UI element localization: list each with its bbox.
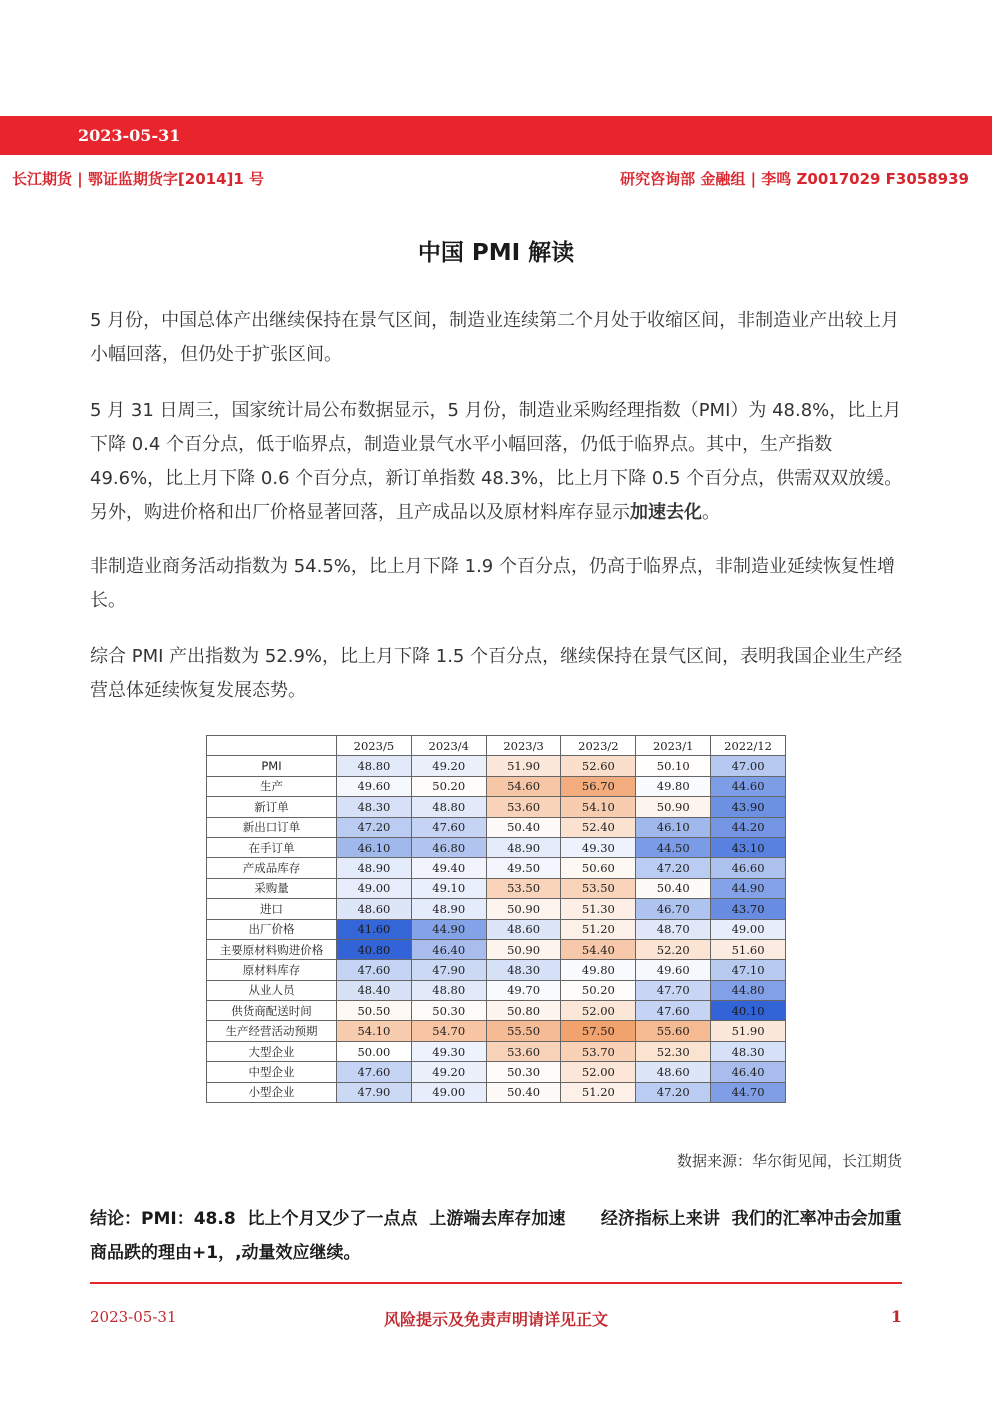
value-cell: 49.20 (411, 756, 486, 776)
value-cell: 48.80 (411, 797, 486, 817)
value-cell: 49.40 (411, 858, 486, 878)
value-cell: 50.60 (561, 858, 636, 878)
value-cell: 47.90 (337, 1082, 412, 1102)
paragraph-summary: 5 月份，中国总体产出继续保持在景气区间，制造业连续第二个月处于收缩区间，非制造业产出较上月小幅回落，但仍处于扩张区间。 (90, 310, 900, 365)
footer-divider (90, 1282, 902, 1284)
column-header: 2022/12 (711, 736, 786, 756)
value-cell: 40.80 (337, 939, 412, 959)
row-label: 新订单 (207, 797, 337, 817)
value-cell: 46.70 (636, 899, 711, 919)
value-cell: 48.60 (486, 919, 561, 939)
value-cell: 50.40 (636, 878, 711, 898)
row-label: 生产 (207, 776, 337, 796)
value-cell: 50.00 (337, 1041, 412, 1061)
value-cell: 49.70 (486, 980, 561, 1000)
value-cell: 48.70 (636, 919, 711, 939)
value-cell: 44.50 (636, 837, 711, 857)
value-cell: 53.70 (561, 1041, 636, 1061)
report-date: 2023-05-31 (78, 126, 181, 145)
value-cell: 41.60 (337, 919, 412, 939)
data-source: 数据来源：华尔街见闻，长江期货 (676, 1152, 902, 1170)
value-cell: 46.10 (337, 837, 412, 857)
value-cell: 47.20 (337, 817, 412, 837)
column-header: 2023/1 (636, 736, 711, 756)
column-header: 2023/5 (337, 736, 412, 756)
value-cell: 50.40 (486, 1082, 561, 1102)
table-row (207, 776, 786, 796)
value-cell: 51.90 (711, 1021, 786, 1041)
row-label: 新出口订单 (207, 817, 337, 837)
value-cell: 50.10 (636, 756, 711, 776)
column-header: 2023/4 (411, 736, 486, 756)
paragraph-manufacturing-end: 。 (702, 502, 720, 523)
value-cell: 48.30 (711, 1041, 786, 1061)
value-cell: 49.00 (711, 919, 786, 939)
row-label: 原材料库存 (207, 960, 337, 980)
table-row (207, 1041, 786, 1061)
table-row (207, 1082, 786, 1102)
value-cell: 46.40 (411, 939, 486, 959)
value-cell: 53.60 (486, 1041, 561, 1061)
value-cell: 50.20 (411, 776, 486, 796)
value-cell: 47.20 (636, 858, 711, 878)
value-cell: 46.60 (711, 858, 786, 878)
row-label: 在手订单 (207, 837, 337, 857)
value-cell: 54.10 (337, 1021, 412, 1041)
table-row (207, 797, 786, 817)
header-band (0, 116, 992, 155)
value-cell: 57.50 (561, 1021, 636, 1041)
table-row (207, 858, 786, 878)
row-label: 主要原材料购进价格 (207, 939, 337, 959)
table-header-row (207, 736, 786, 756)
value-cell: 49.30 (561, 837, 636, 857)
table-row (207, 1062, 786, 1082)
value-cell: 43.90 (711, 797, 786, 817)
value-cell: 51.30 (561, 899, 636, 919)
value-cell: 50.40 (486, 817, 561, 837)
value-cell: 44.20 (711, 817, 786, 837)
row-label: 供货商配送时间 (207, 1001, 337, 1021)
row-label: 采购量 (207, 878, 337, 898)
value-cell: 48.80 (411, 980, 486, 1000)
paragraph-composite: 综合 PMI 产出指数为 52.9%，比上月下降 1.5 个百分点，继续保持在景气区间，表明我国企业生产经营总体延续恢复发展态势。 (90, 646, 903, 701)
value-cell: 46.40 (711, 1062, 786, 1082)
row-label: 中型企业 (207, 1062, 337, 1082)
value-cell: 49.20 (411, 1062, 486, 1082)
row-label: PMI (207, 756, 337, 776)
paragraph-non-manufacturing: 非制造业商务活动指数为 54.5%，比上月下降 1.9 个百分点，仍高于临界点，非制造业延续恢复性增长。 (90, 556, 895, 611)
value-cell: 51.90 (486, 756, 561, 776)
row-label: 大型企业 (207, 1041, 337, 1061)
page-title: 中国 PMI 解读 (417, 240, 575, 266)
value-cell: 51.20 (561, 919, 636, 939)
highlight-destocking: 加速去化 (630, 502, 702, 523)
value-cell: 49.30 (411, 1041, 486, 1061)
value-cell: 53.50 (561, 878, 636, 898)
value-cell: 53.50 (486, 878, 561, 898)
value-cell: 55.60 (636, 1021, 711, 1041)
value-cell: 50.50 (337, 1001, 412, 1021)
pmi-heatmap-table (206, 735, 786, 1106)
value-cell: 49.00 (337, 878, 412, 898)
value-cell: 56.70 (561, 776, 636, 796)
value-cell: 47.00 (711, 756, 786, 776)
value-cell: 48.60 (337, 899, 412, 919)
value-cell: 50.90 (486, 939, 561, 959)
table-row (207, 837, 786, 857)
value-cell: 54.10 (561, 797, 636, 817)
column-header: 2023/3 (486, 736, 561, 756)
paragraph-manufacturing-text: 5 月 31 日周三，国家统计局公布数据显示，5 月份，制造业采购经理指数（PMI）为 48.8%，比上月下降 0.4 个百分点，低于临界点，制造业景气水平小幅回落，仍低于临界点。其中，生产指数 49.6%，比上月下降 0.6 个百分点，新订单指数 48.3%，比上月下降 0.5 个百分点，供需双双放缓。另外，购进价格和出厂价格显著回落，且产成品以及原材料库存显示 (90, 400, 903, 523)
column-header: 2023/2 (561, 736, 636, 756)
value-cell: 52.00 (561, 1062, 636, 1082)
table-row (207, 919, 786, 939)
conclusion: 结论：PMI：48.8 比上个月又少了一点点 上游端去库存加速 经济指标上来讲 我们的汇率冲击会加重 商品跌的理由+1，,动量效应继续。 (90, 1209, 914, 1263)
row-label: 从业人员 (207, 980, 337, 1000)
value-cell: 48.30 (486, 960, 561, 980)
value-cell: 48.60 (636, 1062, 711, 1082)
value-cell: 52.30 (636, 1041, 711, 1061)
header-corner (207, 736, 337, 756)
value-cell: 55.50 (486, 1021, 561, 1041)
table-row (207, 939, 786, 959)
table-row (207, 1001, 786, 1021)
value-cell: 50.90 (486, 899, 561, 919)
value-cell: 53.60 (486, 797, 561, 817)
value-cell: 48.30 (337, 797, 412, 817)
value-cell: 44.90 (711, 878, 786, 898)
value-cell: 47.70 (636, 980, 711, 1000)
value-cell: 50.20 (561, 980, 636, 1000)
value-cell: 49.60 (337, 776, 412, 796)
value-cell: 49.00 (411, 1082, 486, 1102)
value-cell: 44.60 (711, 776, 786, 796)
value-cell: 44.90 (411, 919, 486, 939)
value-cell: 49.60 (636, 960, 711, 980)
value-cell: 54.40 (561, 939, 636, 959)
value-cell: 49.80 (636, 776, 711, 796)
table-row (207, 756, 786, 776)
value-cell: 47.20 (636, 1082, 711, 1102)
value-cell: 40.10 (711, 1001, 786, 1021)
value-cell: 46.10 (636, 817, 711, 837)
value-cell: 47.10 (711, 960, 786, 980)
value-cell: 54.70 (411, 1021, 486, 1041)
value-cell: 52.20 (636, 939, 711, 959)
value-cell: 48.80 (337, 756, 412, 776)
table-row (207, 878, 786, 898)
publisher-info: 长江期货 | 鄂证监期货字[2014]1 号 (12, 170, 265, 188)
table-row (207, 899, 786, 919)
value-cell: 50.80 (486, 1001, 561, 1021)
table-row (207, 817, 786, 837)
value-cell: 48.90 (337, 858, 412, 878)
value-cell: 52.60 (561, 756, 636, 776)
value-cell: 48.90 (411, 899, 486, 919)
paragraph-manufacturing (90, 394, 910, 530)
value-cell: 44.80 (711, 980, 786, 1000)
value-cell: 47.60 (337, 1062, 412, 1082)
pmi-table (206, 735, 786, 1103)
value-cell: 51.20 (561, 1082, 636, 1102)
footer-disclaimer: 风险提示及免责声明请详见正文 (383, 1310, 608, 1329)
value-cell: 47.90 (411, 960, 486, 980)
value-cell: 52.00 (561, 1001, 636, 1021)
value-cell: 47.60 (636, 1001, 711, 1021)
value-cell: 44.70 (711, 1082, 786, 1102)
value-cell: 49.80 (561, 960, 636, 980)
value-cell: 47.60 (411, 817, 486, 837)
row-label: 出厂价格 (207, 919, 337, 939)
row-label: 生产经营活动预期 (207, 1021, 337, 1041)
value-cell: 48.40 (337, 980, 412, 1000)
value-cell: 47.60 (337, 960, 412, 980)
value-cell: 48.90 (486, 837, 561, 857)
value-cell: 46.80 (411, 837, 486, 857)
value-cell: 43.10 (711, 837, 786, 857)
value-cell: 54.60 (486, 776, 561, 796)
value-cell: 51.60 (711, 939, 786, 959)
value-cell: 49.50 (486, 858, 561, 878)
value-cell: 52.40 (561, 817, 636, 837)
row-label: 进口 (207, 899, 337, 919)
value-cell: 49.10 (411, 878, 486, 898)
value-cell: 50.30 (411, 1001, 486, 1021)
row-label: 产成品库存 (207, 858, 337, 878)
row-label: 小型企业 (207, 1082, 337, 1102)
table-row (207, 960, 786, 980)
table-row (207, 1021, 786, 1041)
value-cell: 50.90 (636, 797, 711, 817)
page-number: 1 (890, 1307, 902, 1326)
author-info: 研究咨询部 金融组 | 李鸣 Z0017029 F3058939 (620, 170, 969, 188)
table-row (207, 980, 786, 1000)
value-cell: 43.70 (711, 899, 786, 919)
footer-date: 2023-05-31 (90, 1308, 177, 1326)
value-cell: 50.30 (486, 1062, 561, 1082)
